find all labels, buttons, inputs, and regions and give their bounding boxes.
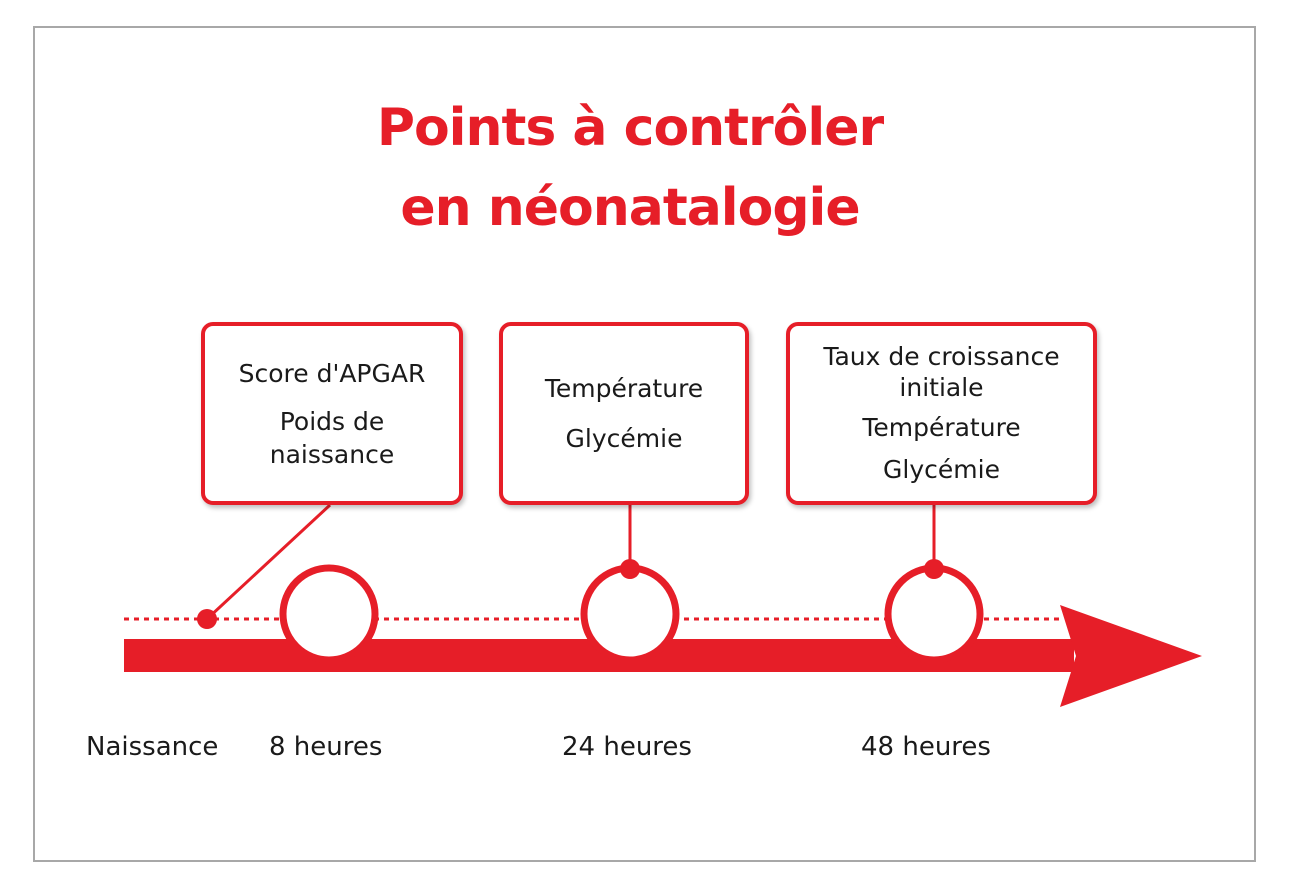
box-line: Température (862, 412, 1021, 442)
checkpoint-box-24h (499, 322, 749, 505)
title-line-1: Points à contrôler (376, 98, 884, 158)
box-line: Glycémie (565, 423, 683, 453)
timeline-label-8h: 8 heures (269, 732, 383, 762)
birth-dot (197, 609, 217, 629)
timeline-label-24h: 24 heures (562, 732, 692, 762)
box-line: Score d'APGAR (238, 358, 426, 388)
timeline-label-48h: 48 heures (861, 732, 991, 762)
milestone-dot-24h (620, 559, 640, 579)
milestone-circle-48h (888, 568, 980, 660)
checkpoint-box-8h (201, 322, 463, 505)
timeline-label-birth: Naissance (86, 732, 219, 762)
checkpoint-box-48h (786, 322, 1097, 505)
box-line: Glycémie (883, 454, 1000, 484)
box-line: Poids de naissance (269, 406, 395, 469)
title-line-2: en néonatalogie (400, 178, 860, 238)
box-line: Température (544, 373, 704, 403)
milestone-circle-8h (283, 568, 375, 660)
milestone-dot-48h (924, 559, 944, 579)
milestone-circle-24h (584, 568, 676, 660)
box-line: Taux de croissance initiale (823, 341, 1060, 402)
timeline-arrowhead (1060, 605, 1202, 707)
